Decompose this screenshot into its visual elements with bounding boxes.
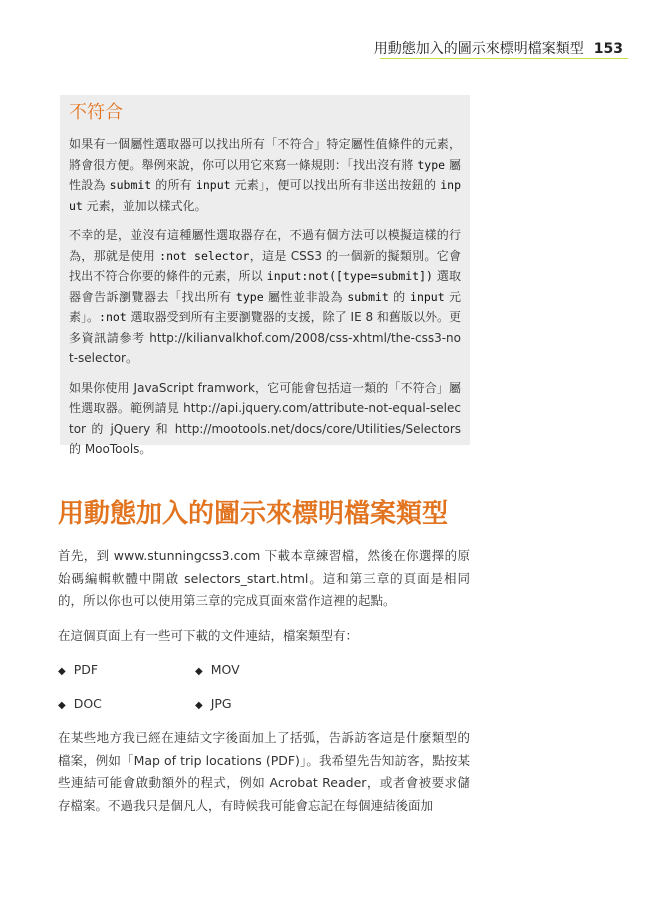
- sidebar-title: 不符合: [69, 102, 123, 123]
- sidebar-paragraph-1: [69, 134, 461, 216]
- paragraph-text: 如果有一個屬性選取器可以找出所有「不符合」特定屬性值條件的元素，將會很方便。舉例來說，你可以用它來寫一條規則：「找出沒有將: [69, 137, 461, 172]
- body-paragraph-2: 在這個頁面上有一些可下載的文件連結，檔案類型有：: [58, 627, 359, 643]
- header-rule: [380, 58, 628, 59]
- diamond-bullet-icon: ◆: [195, 666, 203, 677]
- paragraph-text: 屬性設為: [69, 157, 461, 192]
- code-text: input: [69, 178, 461, 213]
- paragraph-text: 元素」，便可以找出所有非送出按鈕的: [230, 178, 441, 192]
- sidebar-box: [60, 95, 470, 456]
- main-text: [58, 545, 470, 829]
- code-text: :not selector: [159, 248, 250, 263]
- list-item: [195, 659, 332, 683]
- file-type-label: PDF: [73, 662, 99, 677]
- paragraph-text: 元素」。: [69, 289, 461, 324]
- sidebar-paragraph-2: [69, 225, 461, 369]
- diamond-bullet-icon: ◆: [58, 666, 66, 677]
- section-heading: 用動態加入的圖示來標明檔案類型: [58, 499, 449, 529]
- list-item: [58, 693, 195, 717]
- paragraph-text: 選取器會告訴瀏覽器去「找出所有: [69, 269, 461, 304]
- paragraph-text: ，這是 CSS3 的一個新的擬類別。它會找出不符合你要的條件的元素，所以: [69, 248, 461, 283]
- list-item: [58, 659, 195, 683]
- paragraph-text: 屬性並非設為: [263, 289, 348, 304]
- paragraph-text: 的所有: [151, 178, 196, 192]
- body-paragraph-3: 在某些地方我已經在連結文字後面加上了括弧，告訴訪客這是什麼類型的檔案，例如「Map of trip locations (PDF)」。我希望先告知訪客，點按某些連結可能會啟動額外的程式，例如 Acrobat Reader，或者會被要求儲存檔案。不過我只是個凡人，有時候我可能會忘記在每個連結後面加: [58, 730, 470, 813]
- body-paragraph-1: 首先，到 www.stunningcss3.com 下載本章練習檔，然後在你選擇的原始碼編輯軟體中開啟 selectors_start.html。這和第三章的頁面是相同的，所以你也可以使用第三章的完成頁面來當作這裡的起點。: [58, 548, 470, 608]
- paragraph-text: 選取器受到所有主要瀏覽器的支援，除了 IE 8 和舊版以外。更多資訊請參考 http://kilianvalkhof.com/2008/css-xhtml/the-css3-not-selector。: [69, 310, 461, 365]
- file-type-label: JPG: [210, 696, 232, 711]
- running-header-title: 用動態加入的圖示來標明檔案類型: [373, 41, 584, 57]
- code-text: type: [235, 289, 264, 304]
- code-text: type: [417, 157, 446, 172]
- code-text: submit: [109, 178, 152, 192]
- list-item: [195, 693, 332, 717]
- paragraph-text: 如果你使用 JavaScript framwork，它可能會包括這一類的「不符合」屬性選取器。範例請見 http://api.jquery.com/attribute-not-equal-selector 的 jQuery 和 http://mootools.net/docs/core/Utilities/Selectors 的 MooTools。: [69, 380, 461, 456]
- file-type-label: DOC: [73, 696, 102, 711]
- code-text: input: [410, 289, 445, 304]
- running-header: [374, 38, 623, 58]
- code-text: :not: [99, 310, 127, 324]
- diamond-bullet-icon: ◆: [195, 700, 203, 711]
- page-number: 153: [593, 41, 623, 57]
- diamond-bullet-icon: ◆: [58, 700, 66, 711]
- code-text: input: [195, 178, 231, 192]
- sidebar-paragraph-3: [69, 378, 461, 460]
- code-text: submit: [347, 289, 389, 304]
- paragraph-text: 的: [388, 289, 411, 304]
- file-type-label: MOV: [210, 662, 240, 677]
- paragraph-text: 元素，並加以樣式化。: [82, 198, 207, 213]
- code-text: input:not([type=submit]): [266, 269, 433, 283]
- file-type-list: [58, 659, 470, 717]
- paragraph-text: 不幸的是，並沒有這種屬性選取器存在，不過有個方法可以模擬這樣的行為，那就是使用: [69, 228, 461, 263]
